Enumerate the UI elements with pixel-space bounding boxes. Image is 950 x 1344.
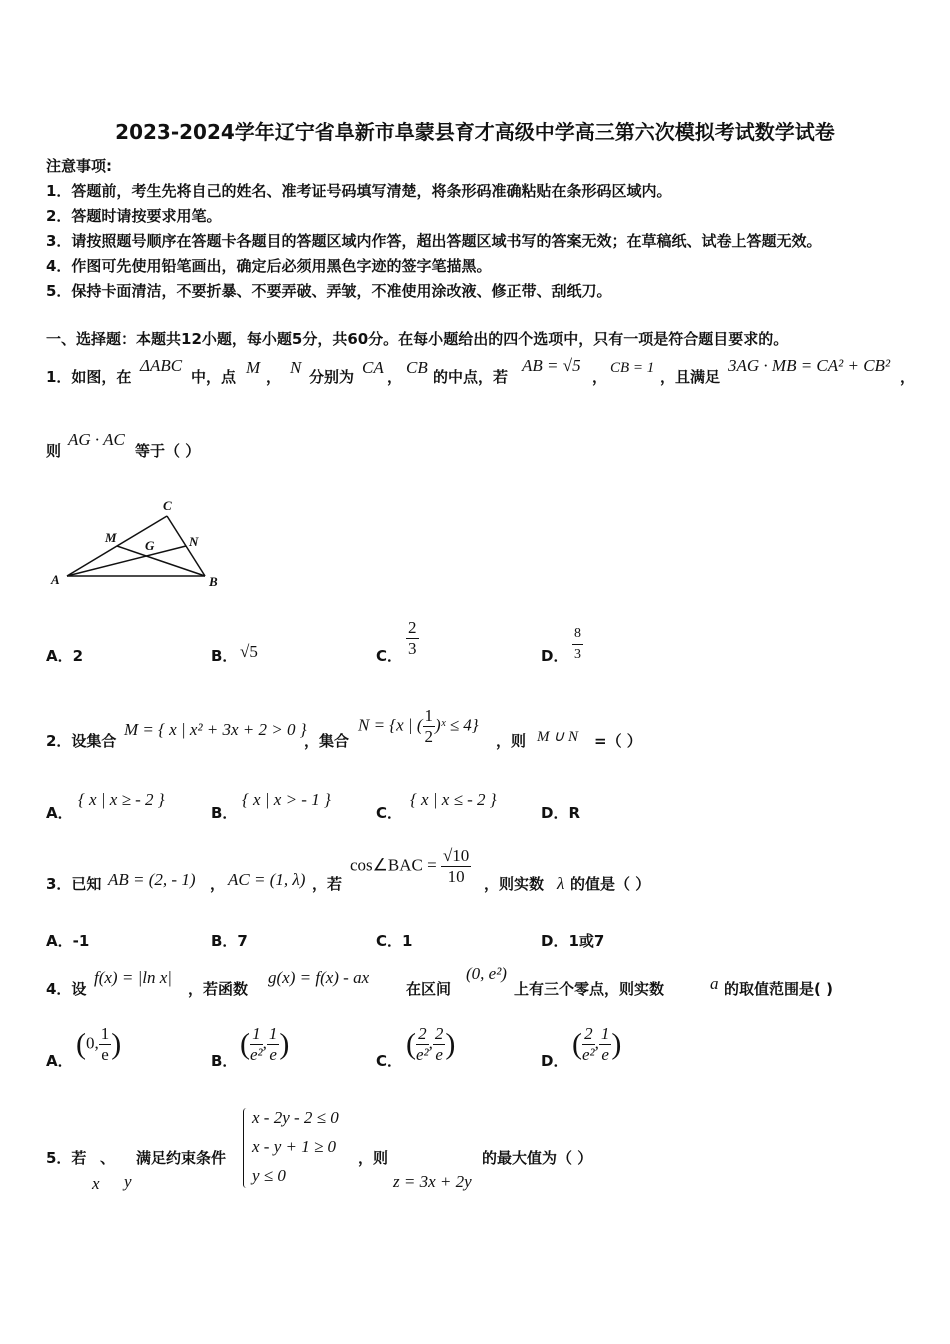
fraction-denominator: 2	[424, 727, 433, 746]
q5-constraint: y ≤ 0	[252, 1166, 286, 1185]
option-d[interactable]: D．R	[541, 804, 581, 822]
option-b-value: { x | x > - 1 }	[242, 790, 331, 809]
median-an	[67, 546, 186, 576]
q4-math: g(x) = f(x) - ax	[268, 968, 370, 987]
option-c-value	[406, 618, 419, 659]
option-c-label[interactable]: C．	[376, 804, 403, 822]
notice-item: 1．答题前，考生先将自己的姓名、准考证号码填写清楚，将条形码准确粘贴在条形码区域内。	[46, 182, 672, 200]
vertex-label-a: A	[51, 572, 60, 587]
q1-math: ΔABC	[140, 356, 183, 375]
interval-left: 0,	[86, 1033, 99, 1053]
q1-math: N	[290, 358, 302, 377]
q4-math: f(x) = |ln x|	[94, 968, 172, 987]
notice-item: 2．答题时请按要求用笔。	[46, 207, 222, 225]
fraction-numerator: 1	[424, 706, 433, 725]
q2-text: ，集合	[304, 732, 350, 750]
fraction-denominator: 3	[574, 647, 581, 662]
q5-text: 5．若	[46, 1149, 87, 1167]
q3-math	[350, 846, 471, 887]
q4-math: a	[710, 974, 719, 993]
q1-text: ，	[387, 368, 403, 386]
q3-text: 3．已知	[46, 875, 102, 893]
q3-math: AC = (1, λ)	[228, 870, 306, 889]
median-bm	[117, 546, 205, 576]
set-n-left: N = {x | (	[358, 715, 423, 735]
page-title: 2023-2024学年辽宁省阜新市阜蒙县育才高级中学高三第六次模拟考试数学试卷	[115, 120, 835, 144]
option-c-label[interactable]: C．	[376, 1052, 403, 1070]
option-d-label[interactable]: D．	[541, 1052, 569, 1070]
q1-text: 则	[46, 442, 62, 460]
q3-text: ，	[210, 875, 226, 893]
q1-text: 分别为	[309, 368, 355, 386]
q1-text: 的中点，若	[433, 368, 509, 386]
notice-item: 3．请按照题号顺序在答题卡各题目的答题区域内作答，超出答题区域书写的答案无效；在草稿纸、试卷上答题无效。	[46, 232, 822, 250]
triangle-figure	[45, 492, 235, 594]
q2-math: M ∪ N	[537, 729, 578, 745]
notice-heading: 注意事项:	[46, 157, 112, 175]
option-a-value: (0, $\frac{1}{e}$ )	[76, 1024, 122, 1064]
q1-math: CA	[362, 358, 384, 377]
q4-text: 的取值范围是( )	[724, 980, 833, 998]
option-a-label[interactable]: A．	[46, 1052, 73, 1070]
q1-math: AG · AC	[68, 430, 125, 449]
notice-item: 5．保持卡面清洁，不要折暴、不要弄破、弄皱，不准使用涂改液、修正带、刮纸刀。	[46, 282, 612, 300]
q3-text: ，则实数	[484, 875, 545, 893]
q3-text: 的值是（ ）	[570, 875, 651, 893]
option-b[interactable]: B．7	[211, 932, 248, 950]
option-c-value: { x | x ≤ - 2 }	[410, 790, 497, 809]
fraction-numerator: 8	[572, 624, 583, 645]
option-d-label[interactable]: D．	[541, 647, 569, 665]
q1-text: ，且满足	[660, 368, 721, 386]
point-label-n: N	[189, 534, 199, 549]
q1-text: 1．如图，在	[46, 368, 132, 386]
option-a[interactable]: A．-1	[46, 932, 90, 950]
notice-item: 4．作图可先使用铅笔画出，确定后必须用黑色字迹的签字笔描黑。	[46, 257, 492, 275]
q1-math: CB	[406, 358, 428, 377]
q5-text: 、	[100, 1149, 116, 1167]
fraction-denominator: e	[601, 1045, 609, 1064]
option-d-value: ( $\frac{2}{\text{e²}}$ , $\frac{1}{e}$ )	[572, 1024, 622, 1064]
fraction-denominator: e	[101, 1045, 109, 1064]
fraction-numerator: √10	[442, 846, 470, 865]
option-b-label[interactable]: B．	[211, 1052, 238, 1070]
q4-text: 上有三个零点，则实数	[514, 980, 665, 998]
option-d-value	[572, 624, 583, 665]
option-a[interactable]: A．2	[46, 647, 84, 665]
q1-text: ，	[266, 368, 282, 386]
option-b-label[interactable]: B．	[211, 804, 238, 822]
q3-math: AB = (2, - 1)	[108, 870, 196, 889]
q5-text: 满足约束条件	[136, 1149, 227, 1167]
q5-constraint: x - 2y - 2 ≤ 0	[252, 1108, 339, 1127]
q5-var-x: x	[92, 1174, 100, 1193]
option-c-value: ( $\frac{2}{\text{e²}}$ , $\frac{2}{e}$ )	[406, 1024, 456, 1064]
q1-text: 中，点	[191, 368, 237, 386]
fraction-denominator: e²	[582, 1045, 595, 1064]
fraction-numerator: 1	[100, 1024, 110, 1043]
q2-math: M = { x | x² + 3x + 2 > 0 }	[124, 720, 307, 739]
fraction-denominator: 3	[408, 639, 417, 658]
q5-constraint: x - y + 1 ≥ 0	[252, 1137, 337, 1156]
fraction-numerator: 1	[600, 1024, 610, 1043]
q4-text: ，若函数	[188, 980, 249, 998]
q1-text: ，	[592, 368, 608, 386]
q4-text: 4．设	[46, 980, 87, 998]
fraction-numerator: 2	[582, 1024, 595, 1045]
q5-text: ，则	[358, 1149, 389, 1167]
fraction-numerator: 2	[434, 1024, 444, 1043]
vertex-label-c: C	[163, 498, 172, 513]
fraction-denominator: e	[435, 1045, 443, 1064]
option-a-value: { x | x ≥ - 2 }	[78, 790, 165, 809]
option-a-label[interactable]: A．	[46, 804, 73, 822]
vertex-label-b: B	[209, 574, 218, 589]
fraction-numerator: 1	[268, 1024, 278, 1043]
q1-text: 等于（ ）	[135, 442, 201, 460]
q1-math: CB = 1	[610, 360, 655, 376]
q1-math: AB = √5	[522, 356, 581, 375]
fraction-denominator: e²	[416, 1045, 429, 1064]
option-c-label[interactable]: C．	[376, 647, 403, 665]
point-label-m: M	[105, 530, 117, 545]
q5-var-y: y	[124, 1172, 132, 1191]
q2-text: =（ ）	[594, 732, 642, 750]
option-d[interactable]: D．1或7	[541, 932, 605, 950]
fraction-numerator: 1	[250, 1024, 263, 1045]
option-c[interactable]: C．1	[376, 932, 413, 950]
q4-math: (0, e²)	[466, 964, 507, 983]
q3-math: λ	[557, 874, 565, 893]
fraction-denominator: 10	[447, 867, 465, 886]
q2-math	[358, 706, 479, 747]
q5-objective: z = 3x + 2y	[393, 1172, 472, 1191]
q1-math: 3AG · MB = CA² + CB²	[728, 356, 891, 375]
option-b-value: ( $\frac{1}{\text{e²}}$ , $\frac{1}{e}$ )	[240, 1024, 290, 1064]
q1-math: M	[246, 358, 261, 377]
fraction-numerator: 2	[416, 1024, 429, 1045]
section-heading: 一、选择题：本题共12小题，每小题5分，共60分。在每小题给出的四个选项中，只有一项是符合题目要求的。	[46, 330, 789, 348]
option-b-value: √5	[240, 642, 258, 661]
cos-expression: cos∠BAC =	[350, 855, 437, 875]
q1-text: ，	[900, 368, 916, 386]
constraint-brace	[243, 1108, 250, 1188]
set-n-right: )ˣ ≤ 4}	[435, 715, 479, 735]
fraction-numerator: 2	[408, 618, 417, 637]
q2-text: ，则	[496, 732, 527, 750]
fraction-denominator: e	[269, 1045, 277, 1064]
point-label-g: G	[145, 538, 155, 553]
q3-text: ，若	[312, 875, 343, 893]
option-b-label[interactable]: B．	[211, 647, 238, 665]
q2-text: 2．设集合	[46, 732, 117, 750]
fraction-denominator: e²	[250, 1045, 263, 1064]
q5-text: 的最大值为（ ）	[482, 1149, 593, 1167]
q4-text: 在区间	[406, 980, 452, 998]
